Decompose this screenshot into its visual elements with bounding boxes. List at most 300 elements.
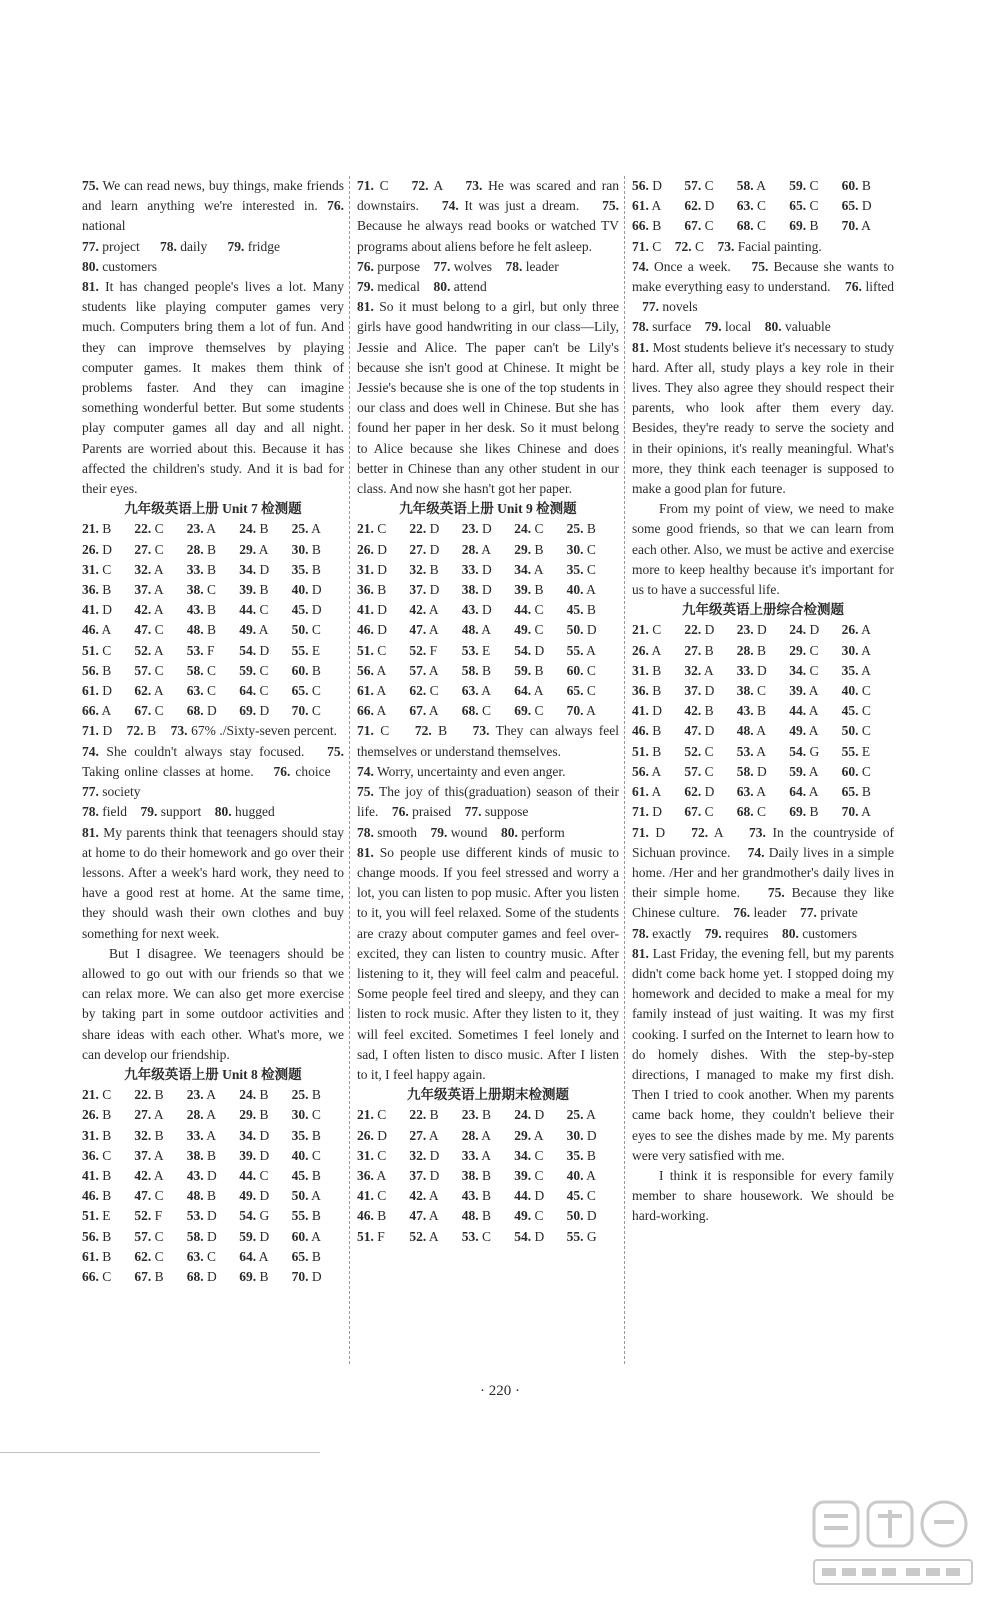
answer-item: 28. B	[186, 541, 217, 557]
answer-item: 28. A	[461, 1127, 492, 1143]
answer-item: 65. C	[566, 683, 596, 699]
answer-item: 51. E	[82, 1208, 111, 1224]
answer-item: 58. C	[186, 662, 217, 678]
answer-item: 37. D	[684, 683, 715, 699]
answer-item: 30. D	[566, 1127, 597, 1143]
answer-paragraph: 81. My parents think that teenagers should stay at home to do their homework and go over their lessons. After a week's hard work, they need to have a good rest at home. At the same time, they should wash their own clothes and buy something for next week.	[82, 824, 344, 941]
answer-item: 60. B	[841, 178, 871, 193]
answer-item: 42. A	[134, 1167, 164, 1183]
answer-item: 60. B	[291, 662, 321, 678]
answer-item: 40. A	[566, 1167, 596, 1183]
answer-item: 42. A	[409, 1188, 439, 1204]
answer-grid-final-continued	[632, 176, 894, 237]
answer-item: 34. D	[239, 561, 270, 577]
answer-item: 30. C	[566, 541, 596, 557]
answer-grid-unit7	[82, 519, 344, 721]
answer-item: 27. C	[134, 541, 164, 557]
answer-item: 38. B	[186, 1147, 217, 1163]
answer-item: 52. A	[134, 642, 164, 658]
answer-item: 24. C	[514, 521, 544, 537]
answer-item: 59. C	[789, 178, 819, 193]
answer-item: 22. D	[684, 622, 715, 638]
column-right	[632, 176, 894, 1227]
answer-item: 64. A	[789, 784, 819, 800]
answer-line: 74. Worry, uncertainty and even anger.	[357, 763, 566, 779]
answer-item: 56. B	[82, 1228, 112, 1244]
answer-paragraph: 81. Most students believe it's necessary to study hard. After all, study plays a key role in their lives. They also agree they should respect their parents, who look after them every day. Besides, they're ready to serve the society and in their opinions, it's really meaningful. What's more, they think each teenager is supposed to make a good plan for future.	[632, 339, 894, 497]
answer-item: 52. A	[409, 1228, 439, 1244]
answer-item: 56. B	[82, 662, 112, 678]
answer-item: 48. A	[461, 622, 492, 638]
answer-item: 36. C	[82, 1147, 112, 1163]
answer-item: 47. A	[409, 622, 439, 638]
answer-item: 32. B	[409, 561, 439, 577]
answer-item: 27. B	[684, 642, 714, 658]
answer-item: 68. D	[186, 1268, 217, 1284]
answer-item: 70. D	[291, 1268, 322, 1284]
section-title-unit9: 九年级英语上册 Unit 9 检测题	[399, 501, 577, 517]
answer-item: 64. C	[239, 683, 269, 699]
answer-item: 49. C	[514, 622, 544, 638]
answer-item: 29. A	[514, 1127, 544, 1143]
answer-item: 67. B	[134, 1268, 164, 1284]
answer-item: 59. C	[239, 662, 269, 678]
answer-item: 41. D	[632, 703, 662, 719]
answer-item: 60. C	[566, 662, 596, 678]
answer-item: 47. D	[684, 723, 715, 739]
answer-paragraph: 75. We can read news, buy things, make friends and learn anything we're interested in. 76. national	[82, 178, 344, 234]
answer-item: 58. B	[461, 662, 492, 678]
answer-item: 22. C	[134, 521, 164, 537]
answer-item: 46. B	[357, 1208, 387, 1224]
answer-item: 57. C	[684, 763, 714, 779]
answer-item: 47. A	[409, 1208, 439, 1224]
answer-item: 54. G	[239, 1208, 270, 1224]
answer-paragraph: 71. C 72. B 73. They can always feel themselves or understand themselves.	[357, 723, 619, 759]
answer-item: 25. A	[291, 521, 321, 537]
answer-item: 31. C	[357, 1147, 387, 1163]
col1-top-block	[82, 176, 344, 499]
answer-item: 44. C	[239, 1167, 269, 1183]
answer-item: 45. C	[841, 703, 871, 719]
col1-unit7-rest	[82, 721, 344, 1064]
answer-item: 53. E	[461, 642, 491, 658]
answer-item: 41. B	[82, 1167, 112, 1183]
section-title-final: 九年级英语上册期末检测题	[407, 1087, 569, 1103]
answer-item: 69. D	[239, 703, 270, 719]
page-number: · 220 ·	[480, 1383, 520, 1399]
answer-item: 24. D	[514, 1107, 545, 1123]
answer-item: 68. C	[736, 218, 767, 234]
answer-item: 50. C	[841, 723, 871, 739]
answer-item: 63. A	[461, 683, 492, 699]
answer-item: 55. E	[841, 743, 871, 759]
column-left	[82, 176, 344, 1287]
answer-item: 49. A	[239, 622, 269, 638]
answer-paragraph: 81. So people use different kinds of music to change moods. If you feel stressed and worry a lot, you can listen to pop music. After you listen to it, you will feel relaxed. Some of the students are crazy about computer games and feel over-excited, they can listen to country music. After listening to it, they will feel calm and peaceful. Some people feel tired and sleepy, and they can listen to rock music. After they listen to it, they will feel excited. Sometimes I feel lonely and sad, I often listen to disco music. After I listen to it, I feel happy again.	[357, 844, 619, 1082]
answer-grid-final	[357, 1105, 619, 1246]
answer-line: 78. smooth 79. wound 80. perform	[357, 824, 565, 840]
answer-item: 44. C	[239, 602, 269, 618]
answer-line: 71. C 72. C 73. Facial painting.	[632, 238, 822, 254]
answer-item: 48. B	[461, 1208, 492, 1224]
answer-item: 24. D	[789, 622, 820, 638]
answer-item: 39. C	[514, 1167, 544, 1183]
answer-item: 53. F	[186, 642, 215, 658]
answer-item: 38. D	[461, 582, 492, 598]
answer-item: 30. C	[291, 1107, 321, 1123]
answer-item: 70. C	[291, 703, 321, 719]
answer-line: 78. field 79. support 80. hugged	[82, 804, 275, 820]
answer-item: 25. A	[566, 1107, 596, 1123]
answer-item: 42. A	[134, 602, 164, 618]
answer-item: 57. A	[409, 662, 439, 678]
col2-unit9-rest	[357, 721, 619, 1085]
answer-item: 60. C	[841, 763, 871, 779]
answer-item: 64. A	[514, 683, 544, 699]
answer-item: 21. C	[632, 622, 662, 638]
answer-item: 21. B	[82, 521, 112, 537]
answer-item: 68. C	[461, 703, 492, 719]
answer-item: 58. A	[736, 178, 767, 193]
column-middle	[357, 176, 619, 1247]
answer-item: 25. B	[291, 1087, 321, 1103]
answer-item: 62. C	[409, 683, 439, 699]
answer-item: 43. B	[461, 1188, 492, 1204]
answer-item: 56. A	[357, 662, 387, 678]
answer-item: 41. D	[82, 602, 112, 618]
answer-item: 61. D	[82, 683, 112, 699]
answer-item: 69. B	[789, 218, 819, 234]
answer-item: 48. B	[186, 622, 217, 638]
answer-item: 59. D	[239, 1228, 270, 1244]
answer-item: 22. D	[409, 521, 440, 537]
answer-item: 67. C	[684, 804, 714, 820]
answer-grid-unit8	[82, 1085, 344, 1287]
answer-item: 33. B	[186, 561, 217, 577]
answer-item: 46. A	[82, 622, 112, 638]
answer-item: 51. F	[357, 1228, 385, 1244]
answer-item: 33. D	[461, 561, 492, 577]
answer-item: 45. B	[291, 1167, 321, 1183]
answer-item: 30. A	[841, 642, 871, 658]
answer-paragraph: But I disagree. We teenagers should be allowed to go out with our friends so that we can relax more. We can also get more exercise by taking part in some outdoor activities and share ideas with each other. What's more, we can develop our friendship.	[82, 945, 344, 1062]
answer-item: 21. C	[357, 521, 387, 537]
answer-item: 40. C	[841, 683, 871, 699]
answer-item: 66. C	[82, 1268, 112, 1284]
answer-item: 28. A	[461, 541, 492, 557]
answer-item: 57. C	[134, 1228, 164, 1244]
answer-item: 55. G	[566, 1228, 597, 1244]
watermark-logo	[808, 1496, 978, 1596]
answer-paragraph: 81. It has changed people's lives a lot. Many students like playing computer games very much. Computers bring them a lot of fun. And they can improve themselves by playing computer games. It makes them think of problems faster. And they can imagine something wonderful better. But some students play computer games all day and all night. Parents are worried about this. Because it has affected the children's study. And it is bad for their eyes.	[82, 279, 344, 497]
answer-line: 79. medical 80. attend	[357, 279, 487, 295]
answer-item: 44. A	[789, 703, 819, 719]
answer-item: 50. C	[291, 622, 321, 638]
answer-item: 58. D	[736, 763, 767, 779]
answer-line: 80. customers	[82, 258, 157, 274]
answer-item: 66. A	[357, 703, 387, 719]
answer-item: 40. D	[291, 582, 322, 598]
answer-item: 23. A	[186, 521, 217, 537]
answer-item: 63. A	[736, 784, 767, 800]
answer-item: 64. A	[239, 1248, 269, 1264]
answer-paragraph: I think it is responsible for every family member to share housework. We should be hard-working.	[632, 1167, 894, 1224]
answer-item: 42. A	[409, 602, 439, 618]
answer-item: 45. C	[566, 1188, 596, 1204]
answer-item: 45. B	[566, 602, 596, 618]
answer-item: 29. B	[514, 541, 544, 557]
answer-item: 21. C	[82, 1087, 112, 1103]
answer-item: 59. A	[789, 763, 819, 779]
answer-item: 27. A	[409, 1127, 439, 1143]
answer-item: 36. B	[632, 683, 662, 699]
answer-item: 31. B	[632, 662, 662, 678]
answer-paragraph: 81. Last Friday, the evening fell, but my parents didn't come back home yet. I stopped doing my homework and decided to make a meal for my family instead of just waiting. It was my first cooking. I surfed on the Internet to learn how to do homely dishes. With the step-by-step directions, I managed to make my first dish. Then I tried to cook another. When my parents came back home, they couldn't believe their eyes to see the dishes made by me. My parents were very satisfied with me.	[632, 945, 894, 1163]
answer-item: 31. C	[82, 561, 112, 577]
answer-item: 63. C	[186, 683, 217, 699]
answer-item: 22. B	[134, 1087, 164, 1103]
answer-item: 49. C	[514, 1208, 544, 1224]
answer-item: 54. G	[789, 743, 820, 759]
answer-item: 23. A	[186, 1087, 217, 1103]
answer-item: 43. B	[736, 703, 767, 719]
answer-grid-unit9	[357, 519, 619, 721]
answer-item: 44. D	[514, 1188, 545, 1204]
answer-line: 78. surface 79. local 80. valuable	[632, 319, 831, 335]
answer-item: 51. C	[357, 642, 387, 658]
col3-comprehensive-rest	[632, 823, 894, 1227]
answer-item: 24. B	[239, 1087, 269, 1103]
answer-item: 37. A	[134, 1147, 164, 1163]
answer-item: 27. A	[134, 1107, 164, 1123]
answer-item: 23. B	[461, 1107, 492, 1123]
answer-item: 70. A	[566, 703, 596, 719]
answer-item: 68. C	[736, 804, 767, 820]
answer-paragraph: 74. Once a week. 75. Because she wants to make everything easy to understand. 76. lifted 77. novels	[632, 258, 895, 315]
answer-item: 33. A	[461, 1147, 492, 1163]
answer-item: 25. B	[566, 521, 596, 537]
answer-item: 34. D	[239, 1127, 270, 1143]
answer-item: 28. A	[186, 1107, 217, 1123]
answer-paragraph: From my point of view, we need to make some good friends, so that we can learn from each other. Also, we must be active and exercise more to keep healthy because it's important for us to have a successful life.	[632, 501, 894, 598]
answer-item: 65. D	[841, 198, 872, 214]
answer-item: 31. B	[82, 1127, 112, 1143]
answer-item: 24. B	[239, 521, 269, 537]
bottom-rule	[0, 1452, 320, 1453]
answer-item: 32. B	[134, 1127, 164, 1143]
column-divider	[624, 176, 625, 1364]
answer-item: 56. D	[632, 178, 662, 193]
answer-item: 46. B	[82, 1188, 112, 1204]
answer-item: 61. A	[357, 683, 387, 699]
answer-item: 37. D	[409, 1167, 440, 1183]
answer-item: 55. E	[291, 642, 321, 658]
answer-item: 45. D	[291, 602, 322, 618]
section-title-comprehensive: 九年级英语上册综合检测题	[682, 602, 844, 618]
answer-item: 65. B	[291, 1248, 321, 1264]
answer-item: 70. A	[841, 218, 871, 234]
answer-item: 46. D	[357, 622, 387, 638]
answer-item: 36. B	[357, 582, 387, 598]
answer-item: 58. D	[186, 1228, 217, 1244]
answer-item: 26. A	[632, 642, 662, 658]
answer-item: 71. D	[632, 804, 662, 820]
answer-item: 69. B	[789, 804, 819, 820]
answer-paragraph: 75. The joy of this(graduation) season of their life. 76. praised 77. suppose	[357, 784, 619, 820]
section-title-unit7: 九年级英语上册 Unit 7 检测题	[124, 501, 302, 517]
answer-item: 54. D	[239, 642, 270, 658]
answer-item: 61. A	[632, 198, 662, 214]
answer-line: 76. purpose 77. wolves 78. leader	[357, 258, 559, 274]
answer-item: 34. A	[514, 561, 544, 577]
answer-item: 31. D	[357, 561, 387, 577]
answer-item: 48. A	[736, 723, 767, 739]
answer-item: 54. D	[514, 642, 545, 658]
answer-item: 51. B	[632, 743, 662, 759]
answer-item: 49. A	[789, 723, 819, 739]
answer-item: 35. B	[566, 1147, 596, 1163]
answer-item: 51. C	[82, 642, 112, 658]
answer-item: 38. B	[461, 1167, 492, 1183]
answer-item: 35. B	[291, 561, 321, 577]
answer-item: 35. B	[291, 1127, 321, 1143]
answer-item: 62. D	[684, 784, 715, 800]
col3-top-block	[632, 237, 894, 601]
answer-line: 78. exactly 79. requires 80. customers	[632, 925, 857, 941]
answer-item: 59. B	[514, 662, 544, 678]
answer-item: 23. D	[736, 622, 767, 638]
answer-item: 21. C	[357, 1107, 387, 1123]
answer-item: 50. A	[291, 1188, 321, 1204]
answer-paragraph: 71. C 72. A 73. He was scared and ran downstairs. 74. It was just a dream. 75. Because he always read books or watched TV programs about aliens before he felt asleep.	[357, 178, 620, 254]
answer-item: 55. A	[566, 642, 596, 658]
answer-item: 34. C	[514, 1147, 544, 1163]
answer-item: 29. A	[239, 541, 269, 557]
answer-item: 70. A	[841, 804, 871, 820]
answer-item: 57. C	[134, 662, 164, 678]
col2-top-block	[357, 176, 619, 499]
answer-item: 35. C	[566, 561, 596, 577]
answer-item: 27. D	[409, 541, 440, 557]
answer-item: 33. D	[736, 662, 767, 678]
answer-paragraph: 81. So it must belong to a girl, but only three girls have good handwriting in our class—Lily, Jessie and Alice. The paper can't be Lily's because she isn't good at Chinese. It might be Jessie's because she is one of the top students in our class and does well in Chinese. But she has found her paper in her desk. So it must belong to Alice because she likes Chinese and does better in Chinese than any other student in our class. And now she hasn't got her paper.	[357, 299, 619, 497]
answer-item: 41. D	[357, 602, 387, 618]
answer-item: 28. B	[736, 642, 767, 658]
answer-item: 53. C	[461, 1228, 492, 1244]
answer-item: 40. A	[566, 582, 596, 598]
answer-item: 43. D	[186, 1167, 217, 1183]
answer-grid-comprehensive	[632, 620, 894, 822]
answer-item: 26. A	[841, 622, 871, 638]
section-title-unit8: 九年级英语上册 Unit 8 检测题	[124, 1066, 302, 1082]
answer-item: 32. A	[684, 662, 714, 678]
answer-item: 67. C	[134, 703, 164, 719]
answer-item: 38. C	[736, 683, 767, 699]
answer-item: 34. C	[789, 662, 819, 678]
answer-item: 61. A	[632, 784, 662, 800]
answer-item: 49. D	[239, 1188, 270, 1204]
answer-item: 50. D	[566, 1208, 597, 1224]
answer-item: 36. A	[357, 1167, 387, 1183]
answer-item: 47. C	[134, 1188, 164, 1204]
answer-item: 66. B	[632, 218, 662, 234]
answer-item: 43. B	[186, 602, 217, 618]
answer-item: 62. C	[134, 1248, 164, 1264]
answer-item: 43. D	[461, 602, 492, 618]
answer-item: 56. A	[632, 763, 662, 779]
answer-item: 35. A	[841, 662, 871, 678]
answer-item: 65. B	[841, 784, 871, 800]
answer-item: 47. C	[134, 622, 164, 638]
answer-item: 50. D	[566, 622, 597, 638]
answer-item: 53. D	[186, 1208, 217, 1224]
answer-item: 29. B	[239, 1107, 269, 1123]
answer-item: 39. B	[514, 582, 544, 598]
answer-item: 26. D	[357, 541, 387, 557]
answer-item: 30. B	[291, 541, 321, 557]
answer-item: 37. A	[134, 582, 164, 598]
answer-item: 39. B	[239, 582, 269, 598]
answer-item: 65. C	[789, 198, 819, 214]
answer-item: 60. A	[291, 1228, 321, 1244]
answer-item: 62. D	[684, 198, 715, 214]
answer-item: 32. D	[409, 1147, 440, 1163]
answer-item: 52. F	[409, 642, 438, 658]
answer-item: 29. C	[789, 642, 819, 658]
answer-item: 33. A	[186, 1127, 217, 1143]
column-divider	[349, 176, 350, 1364]
answer-item: 39. D	[239, 1147, 270, 1163]
answer-item: 32. A	[134, 561, 164, 577]
answer-item: 41. C	[357, 1188, 387, 1204]
answer-item: 55. B	[291, 1208, 321, 1224]
answer-item: 39. A	[789, 683, 819, 699]
answer-item: 37. D	[409, 582, 440, 598]
answer-item: 68. D	[186, 703, 217, 719]
answer-item: 44. C	[514, 602, 544, 618]
answer-paragraph: 71. D 72. A 73. In the countryside of Sichuan province. 74. Daily lives in a simple home. /Her and her grandmother's daily lives in their simple home. 75. Because they like Chinese culture. 76. leader 77. private	[632, 824, 895, 921]
answer-item: 52. C	[684, 743, 714, 759]
answer-item: 42. B	[684, 703, 714, 719]
answer-item: 67. C	[684, 218, 714, 234]
answer-item: 69. B	[239, 1268, 269, 1284]
answer-paragraph: 71. D 72. B 73. 67% ./Sixty-seven percent. 74. She couldn't always stay focused. 75. Taking online classes at home. 76. choice 77. society	[82, 723, 344, 800]
answer-item: 53. A	[736, 743, 767, 759]
answer-item: 26. D	[82, 541, 112, 557]
answer-item: 65. C	[291, 683, 321, 699]
answer-item: 26. B	[82, 1107, 112, 1123]
answer-item: 63. C	[186, 1248, 217, 1264]
answer-item: 52. F	[134, 1208, 163, 1224]
answer-item: 40. C	[291, 1147, 321, 1163]
answer-item: 38. C	[186, 582, 217, 598]
answer-item: 46. B	[632, 723, 662, 739]
answer-item: 36. B	[82, 582, 112, 598]
answer-item: 26. D	[357, 1127, 387, 1143]
answer-item: 57. C	[684, 178, 714, 193]
answer-item: 67. A	[409, 703, 439, 719]
answer-item: 63. C	[736, 198, 767, 214]
answer-line: 77. project 78. daily 79. fridge	[82, 238, 280, 254]
answer-item: 54. D	[514, 1228, 545, 1244]
answer-item: 69. C	[514, 703, 544, 719]
answer-item: 66. A	[82, 703, 112, 719]
answer-item: 22. B	[409, 1107, 439, 1123]
answer-item: 61. B	[82, 1248, 112, 1264]
answer-item: 62. A	[134, 683, 164, 699]
answer-item: 48. B	[186, 1188, 217, 1204]
